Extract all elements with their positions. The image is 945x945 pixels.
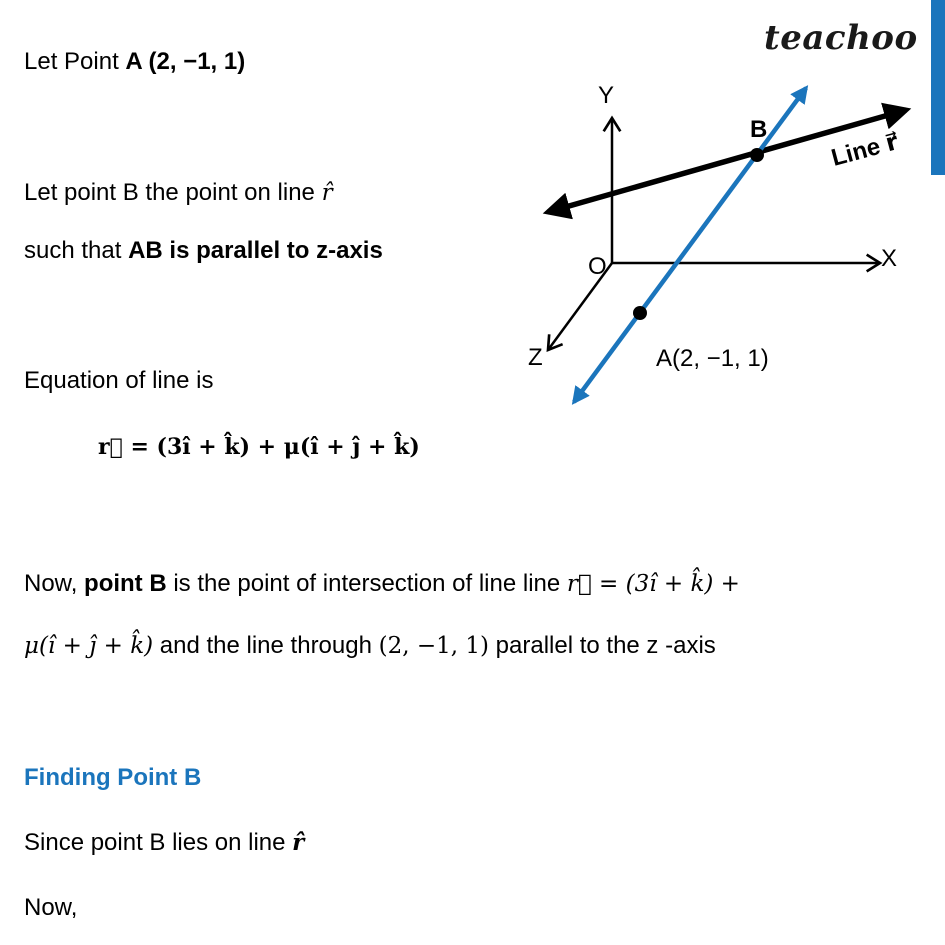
text-fragment: Let Point bbox=[24, 48, 126, 75]
parallel-condition: AB is parallel to z-axis bbox=[128, 237, 383, 264]
section-heading: Finding Point B bbox=[24, 764, 202, 791]
text-fragment: Equation of line is bbox=[24, 367, 214, 394]
text-fragment: such that bbox=[24, 237, 129, 264]
math-direction: μ(î + ĵ + k̂) bbox=[24, 633, 154, 659]
teachoo-logo: teachoo bbox=[764, 18, 918, 58]
point-b-label: B bbox=[750, 116, 768, 143]
point-b-bold: point B bbox=[84, 570, 167, 597]
text-fragment: and the line through bbox=[153, 632, 379, 659]
point-b-dot bbox=[750, 148, 764, 162]
point-a-dot bbox=[633, 306, 647, 320]
text-fragment: Now, bbox=[24, 570, 85, 597]
text-fragment: Since point B lies on line bbox=[24, 829, 293, 856]
text-fragment: Let point B the point on line bbox=[24, 179, 322, 206]
line-r-label: Line r⃗ bbox=[828, 128, 902, 172]
text-fragment: is the point of intersection of line line bbox=[166, 570, 567, 597]
math-line-equation: r⃗ = (3î + k̂) + bbox=[566, 571, 740, 597]
z-axis-label: Z bbox=[528, 344, 543, 371]
text-fragment: Now, bbox=[24, 894, 78, 921]
y-axis-label: Y bbox=[598, 82, 615, 109]
origin-label: O bbox=[588, 253, 607, 280]
x-axis-label: X bbox=[881, 245, 898, 272]
math-r-hat-bold: r̂ bbox=[292, 829, 305, 856]
point-a-label: A(2, −1, 1) bbox=[656, 345, 769, 372]
math-r-hat: r̂ bbox=[321, 180, 333, 206]
point-a-coordinates: A (2, −1, 1) bbox=[125, 48, 246, 75]
math-point: (2, −1, 1) bbox=[378, 633, 489, 659]
equation-text: r⃗ = (3î + k̂) + μ(î + ĵ + k̂) bbox=[98, 434, 420, 460]
text-fragment: parallel to the z -axis bbox=[489, 632, 716, 659]
